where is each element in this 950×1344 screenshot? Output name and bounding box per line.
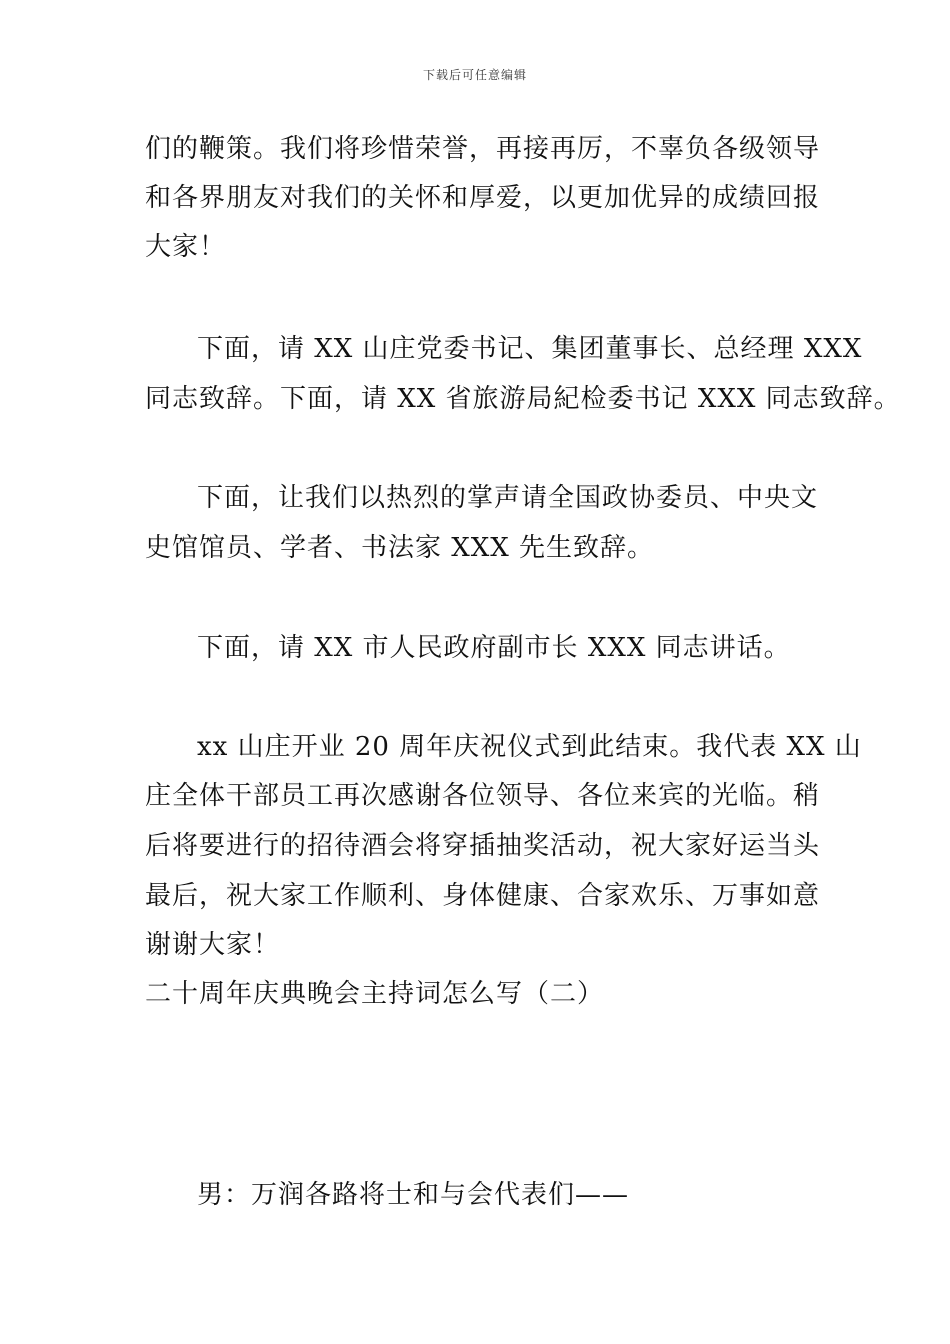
paragraph-line: 谢谢大家！ bbox=[145, 930, 281, 960]
paragraph-line: 下面，请 XX 市人民政府副市长 XXX 同志讲话。 bbox=[197, 633, 791, 663]
page-header: 下载后可任意编辑 bbox=[422, 68, 527, 82]
paragraph-line: 们的鞭策。我们将珍惜荣誉，再接再厉，不辜负各级领导 bbox=[145, 134, 821, 164]
paragraph-line: 下面，请 XX 山庄党委书记、集团董事长、总经理 XXX bbox=[197, 334, 863, 364]
paragraph-line: 同志致辞。下面，请 XX 省旅游局紀检委书记 XXX 同志致辞。 bbox=[145, 384, 901, 414]
paragraph-line: 下面，让我们以热烈的掌声请全国政协委员、中央文 bbox=[197, 483, 819, 513]
paragraph-line: 庄全体干部员工再次感谢各位领导、各位来宾的光临。稍 bbox=[145, 781, 821, 811]
paragraph-line: 大家！ bbox=[145, 232, 227, 262]
section-title: 二十周年庆典晚会主持词怎么写（二） bbox=[145, 979, 605, 1009]
paragraph-line: 最后，祝大家工作顺利、身体健康、合家欢乐、万事如意 bbox=[145, 881, 821, 911]
paragraph-line: 和各界朋友对我们的关怀和厚爱，以更加优异的成绩回报 bbox=[145, 183, 821, 213]
paragraph-line: 后将要进行的招待酒会将穿插抽奖活动，祝大家好运当头 bbox=[145, 831, 821, 861]
paragraph-line: xx 山庄开业 20 周年庆祝仪式到此结束。我代表 XX 山 bbox=[197, 732, 862, 762]
paragraph-line: 史馆馆员、学者、书法家 XXX 先生致辞。 bbox=[145, 533, 655, 563]
paragraph-line: 男：万润各路将士和与会代表们—— bbox=[197, 1180, 630, 1210]
